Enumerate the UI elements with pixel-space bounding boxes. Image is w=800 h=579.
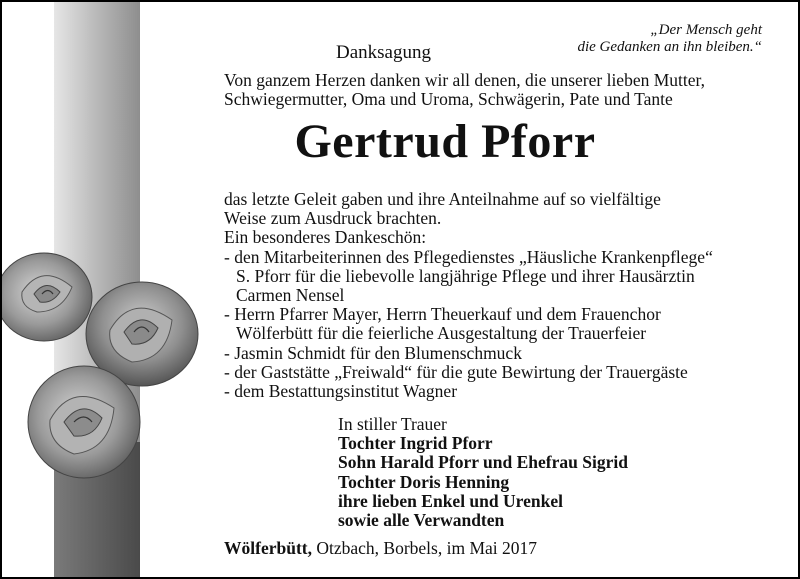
mourner-name: ihre lieben Enkel und Urenkel (338, 490, 563, 511)
motto-quote (577, 22, 762, 56)
text-line: das letzte Geleit gaben und ihre Anteilnahme auf so vielfältige (224, 189, 661, 209)
text-line: Weise zum Ausdruck brachten. (224, 208, 442, 229)
mourner-name: Sohn Harald Pforr und Ehefrau Sigrid (338, 452, 628, 473)
place-and-date (224, 538, 537, 559)
thanks-item: - dem Bestattungsinstitut Wagner (224, 381, 458, 402)
rose-bottom (28, 366, 140, 478)
quote-line: die Gedanken an ihn bleiben.“ (577, 39, 762, 55)
deceased-name: Gertrud Pforr (294, 115, 596, 168)
thanks-text (224, 190, 784, 401)
roses-image (2, 232, 212, 502)
thanks-item: - Herrn Pfarrer Mayer, Herrn Theuerkauf und dem Frauenchor (224, 304, 661, 325)
thanks-item-continuation: S. Pforr für die liebevolle langjährige Pflege und ihrer Hausärztin (236, 265, 695, 286)
thanks-item: - Jasmin Schmidt für den Blumenschmuck (224, 342, 522, 363)
text-line: Schwiegermutter, Oma und Uroma, Schwägerin, Pate und Tante (224, 89, 673, 109)
place-rest: Otzbach, Borbels, im Mai 2017 (311, 538, 538, 558)
rose-top-left (2, 253, 92, 341)
text-line: Von ganzem Herzen danken wir all denen, die unserer lieben Mutter, (224, 70, 706, 90)
heading: Danksagung (336, 42, 431, 63)
thanks-item-continuation: Wölferbütt für die feierliche Ausgestaltung der Trauerfeier (236, 323, 647, 344)
mourner-name: sowie alle Verwandten (338, 510, 505, 531)
thanks-item-continuation: Carmen Nensel (236, 285, 345, 306)
mourners-block (338, 415, 628, 530)
mourner-name: Tochter Doris Henning (338, 471, 510, 492)
thanks-item: - der Gaststätte „Freiwald“ für die gute Bewirtung der Trauergäste (224, 361, 688, 382)
intro-text (224, 71, 784, 109)
quote-line: „Der Mensch geht (650, 22, 762, 38)
text-line: Ein besonderes Dankeschön: (224, 227, 427, 248)
mourning-intro: In stiller Trauer (338, 414, 447, 434)
place-town: Wölferbütt, (224, 538, 312, 558)
mourner-name: Tochter Ingrid Pforr (338, 433, 493, 454)
thanks-item: - den Mitarbeiterinnen des Pflegedienstes „Häusliche Krankenpflege“ (224, 246, 713, 267)
